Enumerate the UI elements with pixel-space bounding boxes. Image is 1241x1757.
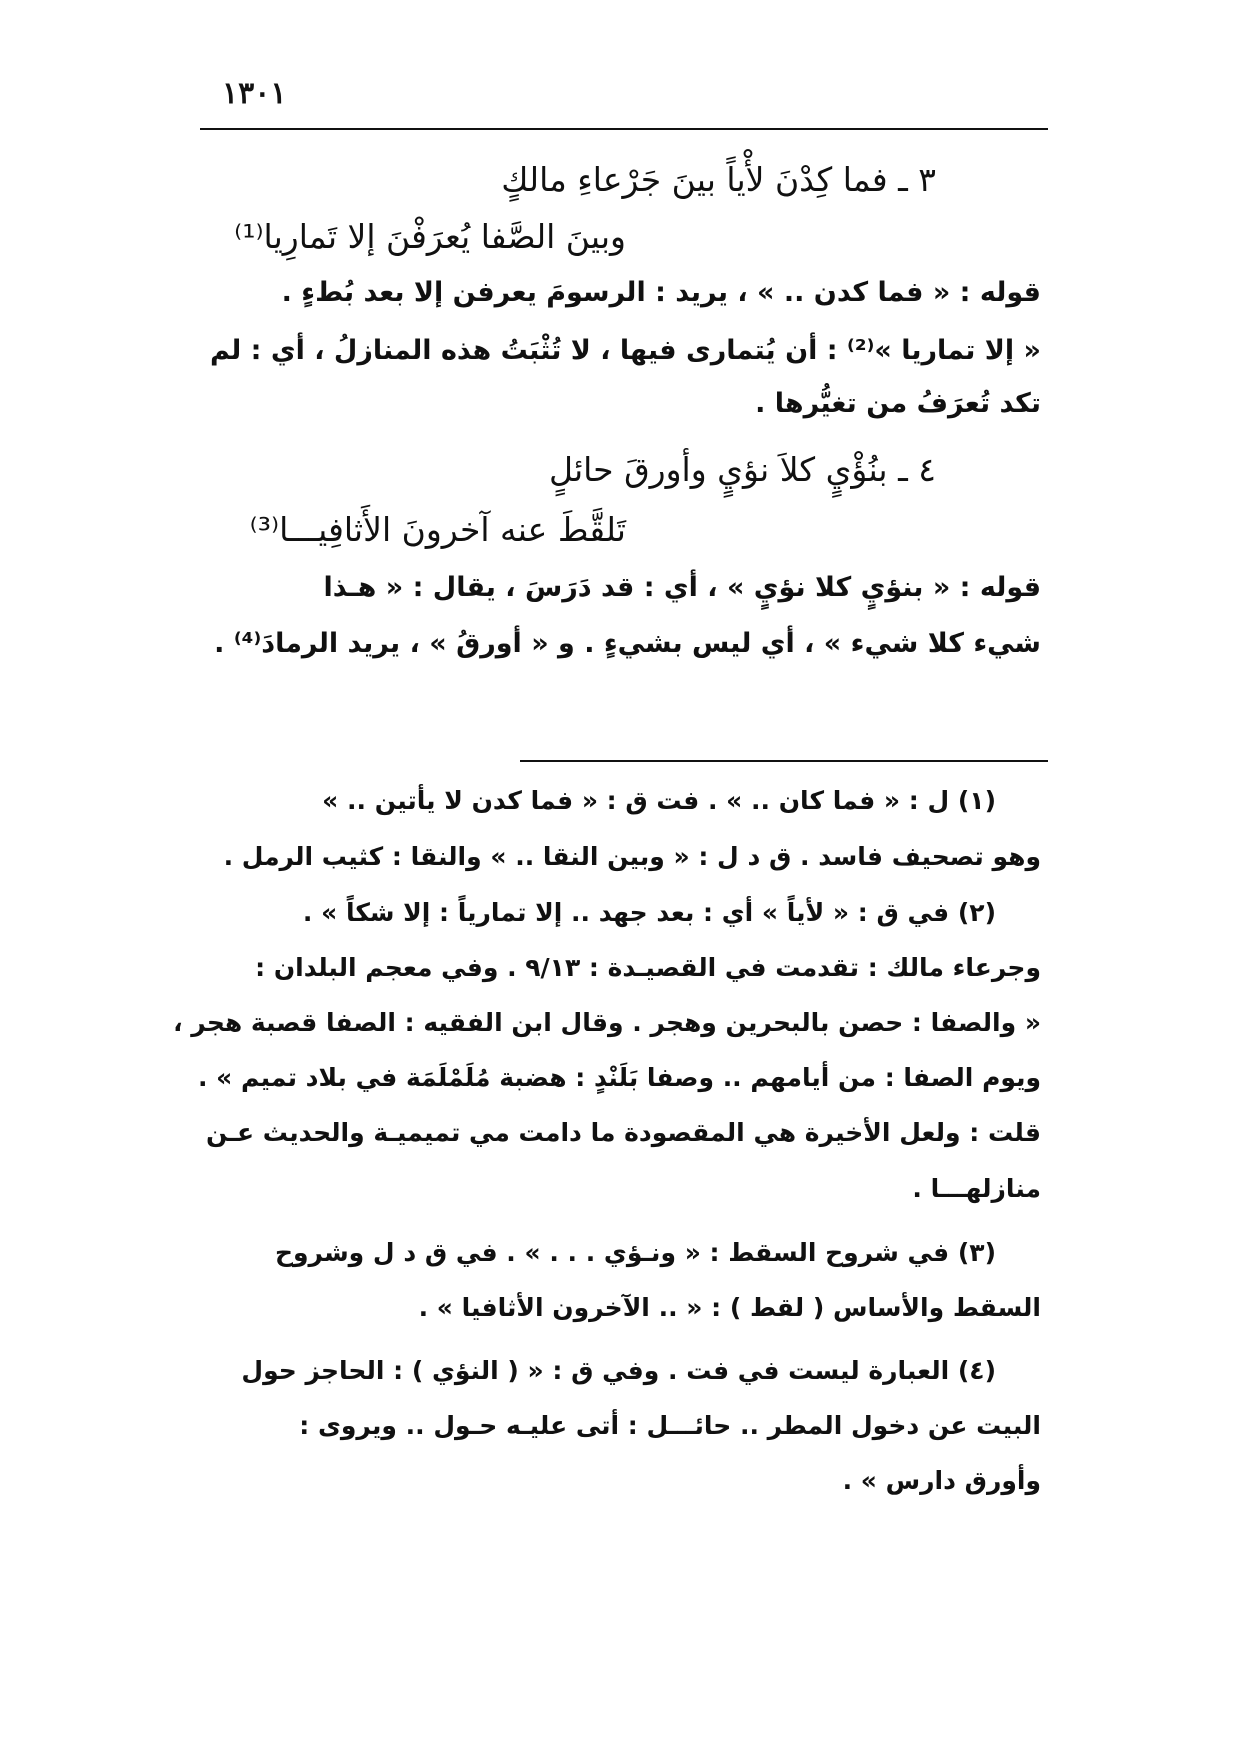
verse-3-hemistich-1: ٣ ـ فما كِدْنَ لأْياً بينَ جَرْعاءِ مالكٍ (501, 160, 936, 199)
footnote-line: السقط والأساس ( لقط ) : « .. الآخرون الأثافيا » . (418, 1293, 1041, 1322)
footnote-line: وهو تصحيف فاسد . ق د ل : « وبين النقا .. » والنقا : كثيب الرمل . (223, 842, 1041, 871)
page-number: ١٣٠١ (222, 76, 287, 111)
footnote-line: منازلهـــا . (912, 1174, 1041, 1203)
footnote-line: وأورق دارس » . (842, 1466, 1041, 1495)
footnote-rule (520, 760, 1048, 762)
footnote-4: (٤) العبارة ليست في فت . وفي ق : « ( النؤي ) : الحاجز حول (241, 1356, 996, 1385)
footnote-line: قلت : ولعل الأخيرة هي المقصودة ما دامت مي تميميـة والحديث عـن (205, 1118, 1041, 1147)
commentary-line: قوله : « بنؤيٍ كلا نؤيٍ » ، أي : قد دَرَسَ ، يقال : « هـذا (323, 572, 1041, 603)
footnote-line: ويوم الصفا : من أيامهم .. وصفا بَلَنْدٍ : هضبة مُلَمْلَمَة في بلاد تميم » . (197, 1063, 1041, 1092)
footnote-2: (٢) في ق : « لأياً » أي : بعد جهد .. إلا تمارياً : إلا شكاً » . (302, 898, 996, 927)
commentary-line: تكد تُعرَفُ من تغيُّرها . (755, 388, 1041, 419)
header-rule (200, 128, 1048, 130)
commentary-line: قوله : « فما كدن .. » ، يريد : الرسومَ يعرفن إلا بعد بُطءٍ . (281, 277, 1041, 308)
commentary-line: شيء كلا شيء » ، أي ليس بشيءٍ . و « أورقُ » ، يريد الرمادَ⁽⁴⁾ . (214, 628, 1041, 659)
verse-3-hemistich-2: وبينَ الصَّفا يُعرَفْنَ إلا تَمارِيا⁽¹⁾ (234, 217, 626, 256)
footnote-line: « والصفا : حصن بالبحرين وهجر . وقال ابن الفقيه : الصفا قصبة هجر ، (173, 1008, 1041, 1037)
commentary-line: « إلا تماريا »⁽²⁾ : أن يُتمارى فيها ، لا تُثْبَتُ هذه المنازلُ ، أي : لم (209, 335, 1041, 366)
footnote-line: البيت عن دخول المطر .. حائـــل : أتى عليـه حـول .. ويروى : (299, 1411, 1041, 1440)
verse-4-hemistich-2: تَلقَّطَ عنه آخرونَ الأَثافِيـــا⁽³⁾ (249, 510, 626, 549)
footnote-line: وجرعاء مالك : تقدمت في القصيـدة : ٩/١٣ . وفي معجم البلدان : (255, 953, 1041, 982)
footnote-1: (١) ل : « فما كان .. » . فت ق : « فما كدن لا يأتين .. » (322, 786, 996, 815)
verse-4-hemistich-1: ٤ ـ بنُؤْيٍ كلاَ نؤيٍ وأورقَ حائلٍ (548, 450, 936, 489)
footnote-3: (٣) في شروح السقط : « ونـؤي . . . » . في ق د ل وشروح (274, 1238, 996, 1267)
